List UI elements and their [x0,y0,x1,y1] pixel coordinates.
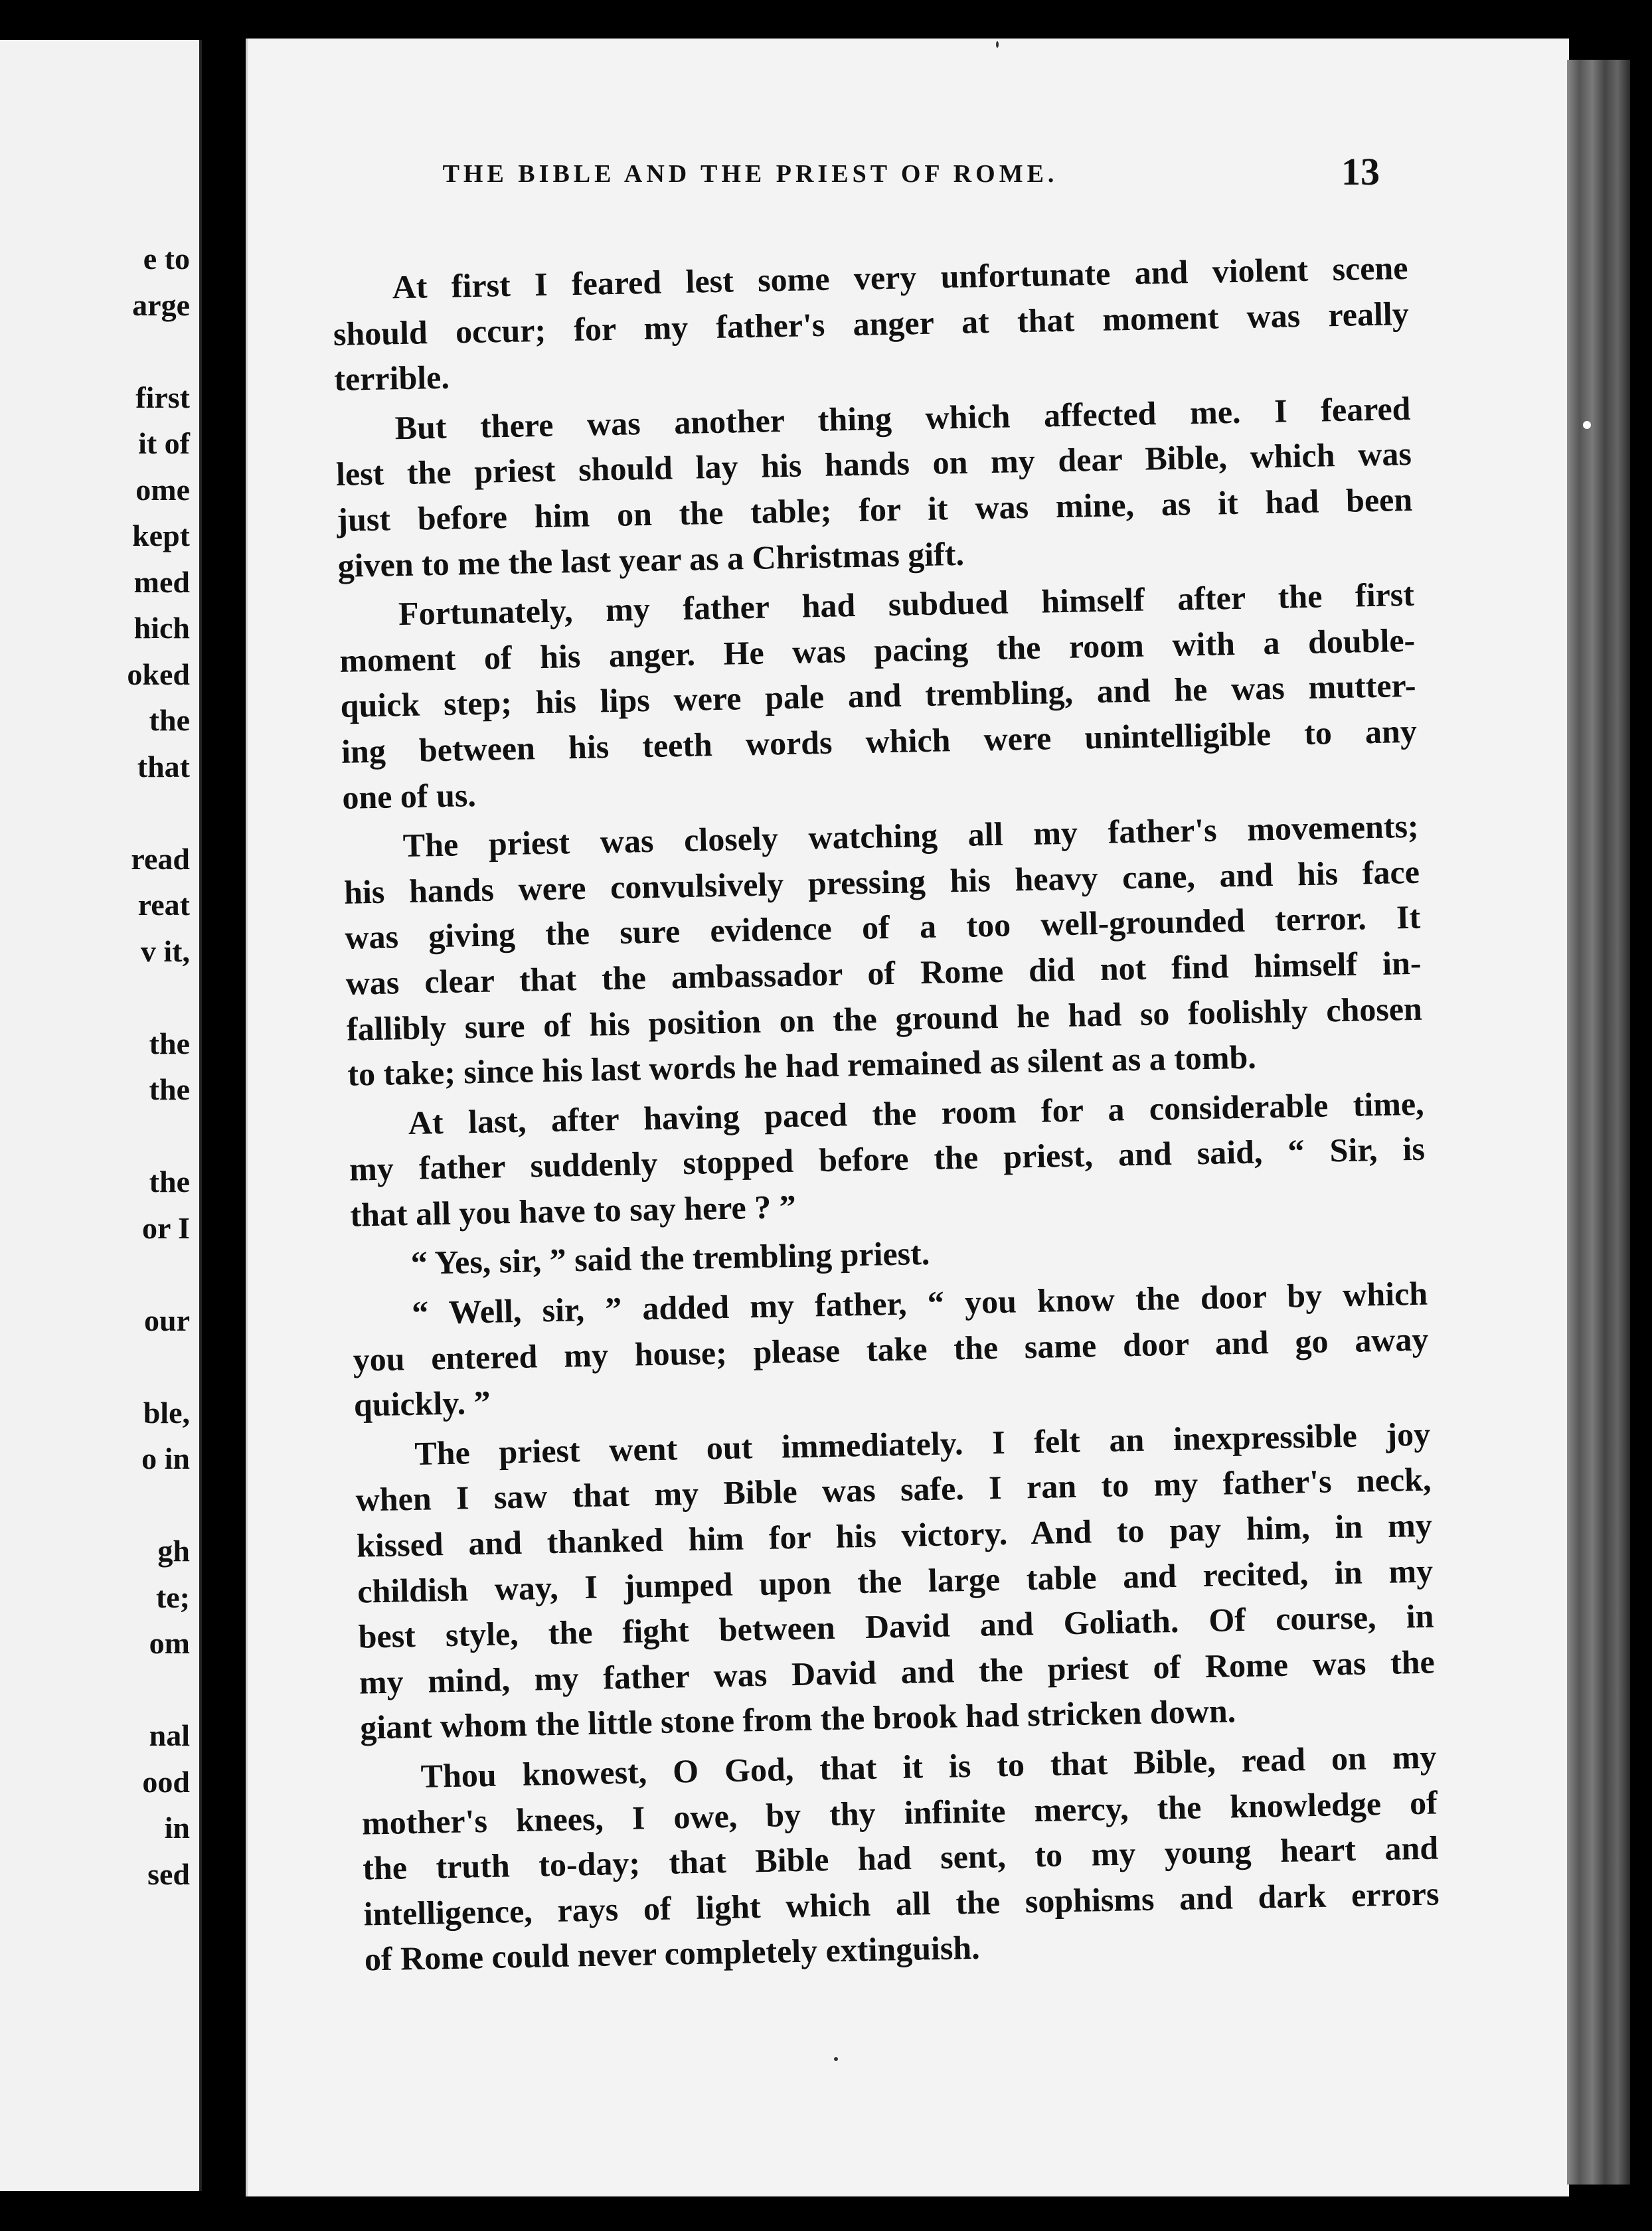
facing-page-line: gh [157,1534,190,1568]
text-line: lest the priest should lay his hands on my dear Bible, which was [335,435,1412,493]
text-line: my father suddenly stopped before the priest, and said, “ Sir, is [349,1129,1426,1189]
facing-page-line: the [149,703,190,737]
facing-page-line: nal [149,1718,190,1752]
facing-page-line: hich [133,611,190,645]
facing-page-line: kept [132,519,190,552]
paragraph [352,1271,1430,1428]
text-line: giant whom the little stone from the brook had stricken down. [359,1692,1236,1746]
facing-page-line: med [133,564,190,599]
facing-page-line: oked [127,657,190,691]
paragraph [343,803,1424,1098]
text-line: that all you have to say here ? ” [349,1187,797,1234]
facing-page-line: ood [142,1764,190,1799]
facing-page-line: in [164,1811,190,1845]
text-line: my mind, my father was David and the priest of Rome was the [359,1643,1436,1701]
text-line: given to me the last year as a Christmas gift. [337,535,965,584]
ink-speck [834,2057,838,2061]
text-line: The priest went out immediately. I felt an inexpressible joy [414,1415,1431,1472]
facing-page-line: our [144,1303,190,1337]
text-line: you entered my house; please take the same door and go away [353,1320,1429,1378]
text-line: his hands were convulsively pressing his heavy cane, and his face [343,853,1420,911]
facing-page-line: sed [147,1857,190,1891]
text-line: moment of his anger. He was pacing the room with a double- [339,621,1416,679]
text-line: Thou knowest, O God, that it is to that Bible, read on my [420,1738,1437,1795]
text-line: Fortunately, my father had subdued himself after the first [398,575,1415,633]
facing-page-line: e to [143,242,190,276]
facing-page-line: v it, [140,934,190,968]
facing-page-line: te; [155,1580,190,1614]
facing-page-line: the [149,1072,190,1106]
text-line: intelligence, rays of light which all the sophisms and dark errors [363,1874,1440,1933]
facing-page-line: the [149,1026,190,1060]
text-line: terrible. [333,358,450,398]
text-line: ing between his teeth words which were unintelligible to any [341,712,1418,770]
text-line: “ Well, sir, ” added my father, “ you know the door by which [411,1274,1428,1332]
facing-page-line: that [137,749,190,784]
text-line: The priest was closely watching all my father's movements; [402,807,1420,865]
facing-page-line: ome [135,472,190,507]
text-line: best style, the fight between David and Goliath. Of course, in [358,1597,1434,1655]
text-line: mother's knees, I owe, by thy infinite mercy, the knowledge of [361,1783,1438,1842]
text-line: was giving the sure evidence of a too well-grounded terror. It [344,898,1421,957]
facing-page-line: read [131,841,190,876]
facing-page-fragment [0,40,202,2191]
running-head: THE BIBLE AND THE PRIEST OF ROME. [442,160,1058,188]
paragraph [338,572,1418,820]
text-line: should occur; for my father's anger at that moment was really [333,294,1410,353]
facing-page-line: reat [137,888,190,922]
facing-page-line: the [149,1165,190,1198]
text-line: At last, after having paced the room for a considerable time, [408,1084,1425,1141]
paragraph [355,1411,1436,1750]
text-line: At first I feared lest some very unfortunate and violent scene [392,248,1408,306]
text-line: quickly. ” [353,1383,491,1424]
paragraph [335,386,1414,588]
text-line: when I saw that my Bible was safe. I ran to my father's neck, [355,1461,1432,1519]
page-number: 13 [1341,150,1380,193]
facing-page-line: or I [142,1210,190,1245]
facing-page-line: om [149,1626,190,1660]
facing-page-line: first [135,380,190,414]
ink-speck [996,41,999,48]
text-line: But there was another thing which affected me. I feared [394,389,1411,447]
paragraph [332,245,1410,402]
paragraph [348,1080,1426,1238]
paragraph [361,1734,1440,1982]
facing-page-line: ble, [143,1395,190,1430]
ink-speck [1583,421,1591,429]
text-line: “ Yes, sir, ” said the trembling priest. [410,1234,930,1282]
facing-page-line: o in [141,1442,190,1475]
text-line: fallibly sure of his position on the ground he had so foolishly chosen [346,989,1423,1048]
text-line: quick step; his lips were pale and trembling, and he was mutter- [340,667,1416,725]
facing-page-line: arge [132,288,190,322]
facing-page-line: it of [138,426,190,460]
text-line: just before him on the table; for it was mine, as it had been [336,480,1413,538]
text-line: one of us. [341,776,477,816]
text-line: to take; since his last words he had remained as silent as a tomb. [347,1038,1257,1093]
body-text [332,245,1440,1987]
page-edges [1567,60,1630,2185]
text-line: kissed and thanked him for his victory. And to pay him, in my [356,1506,1433,1564]
text-line: was clear that the ambassador of Rome did not find himself in- [345,944,1422,1002]
text-line: childish way, I jumped upon the large table and recited, in my [357,1552,1434,1610]
text-line: of Rome could never completely extinguish. [364,1929,981,1978]
text-line: the truth to-day; that Bible had sent, to my young heart and [362,1829,1439,1887]
